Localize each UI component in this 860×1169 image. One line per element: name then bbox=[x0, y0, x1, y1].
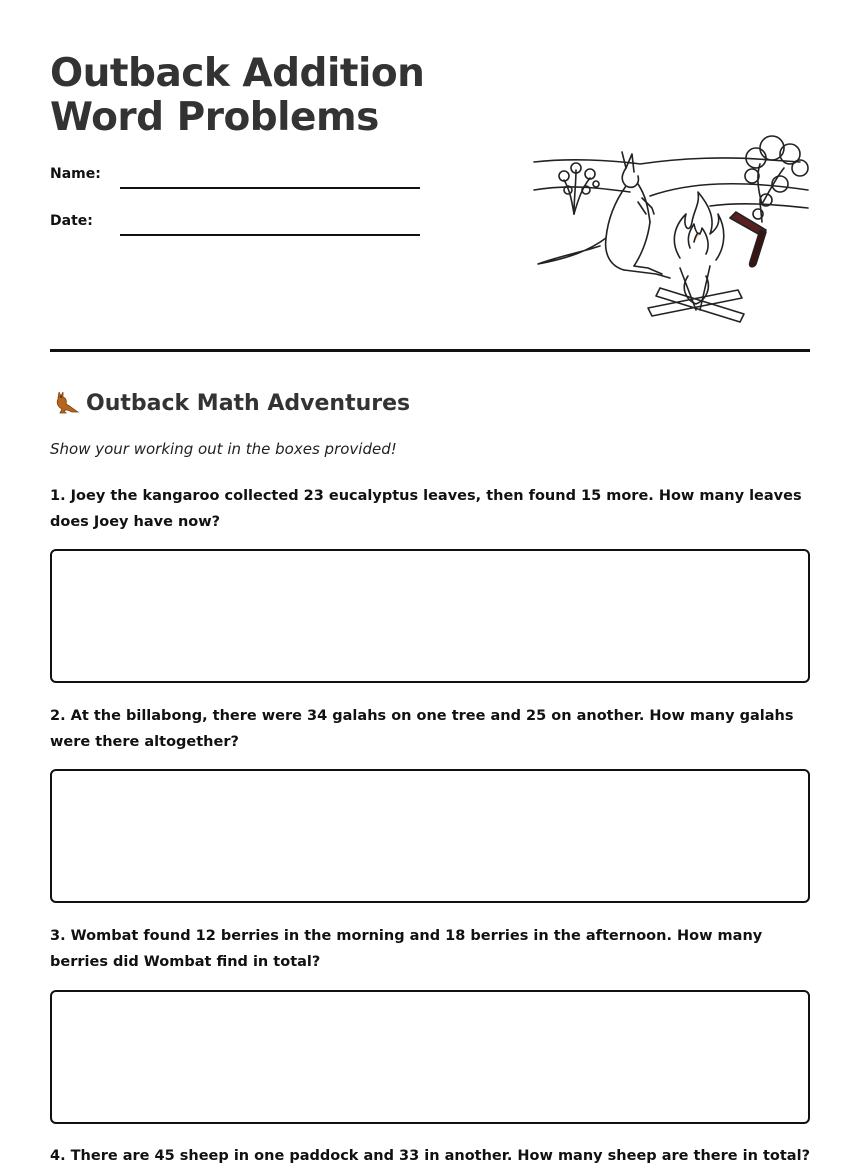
name-label: Name: bbox=[50, 166, 101, 182]
name-line[interactable] bbox=[120, 187, 420, 189]
page-title: Outback Addition Word Problems bbox=[50, 51, 425, 140]
question-2: 2. At the billabong, there were 34 galahs on one tree and 25 on another. How many galahs were there altogether? bbox=[50, 708, 794, 750]
date-label: Date: bbox=[50, 213, 93, 229]
question-4: 4. There are 45 sheep in one paddock and 33 in another. How many sheep are there in total? bbox=[50, 1148, 810, 1164]
answer-box-3[interactable] bbox=[50, 990, 810, 1124]
kangaroo-icon bbox=[50, 389, 80, 415]
instructions: Show your working out in the boxes provided! bbox=[50, 440, 397, 458]
section-title-text: Outback Math Adventures bbox=[86, 391, 411, 416]
answer-box-2[interactable] bbox=[50, 769, 810, 903]
kangaroo-campfire-illustration bbox=[530, 118, 812, 328]
question-3: 3. Wombat found 12 berries in the morning and 18 berries in the afternoon. How many berries did Wombat find in total? bbox=[50, 928, 763, 970]
header-divider bbox=[50, 349, 810, 352]
date-line[interactable] bbox=[120, 234, 420, 236]
answer-box-1[interactable] bbox=[50, 549, 810, 683]
question-1: 1. Joey the kangaroo collected 23 eucalyptus leaves, then found 15 more. How many leaves does Joey have now? bbox=[50, 488, 802, 530]
section-title bbox=[50, 389, 410, 419]
